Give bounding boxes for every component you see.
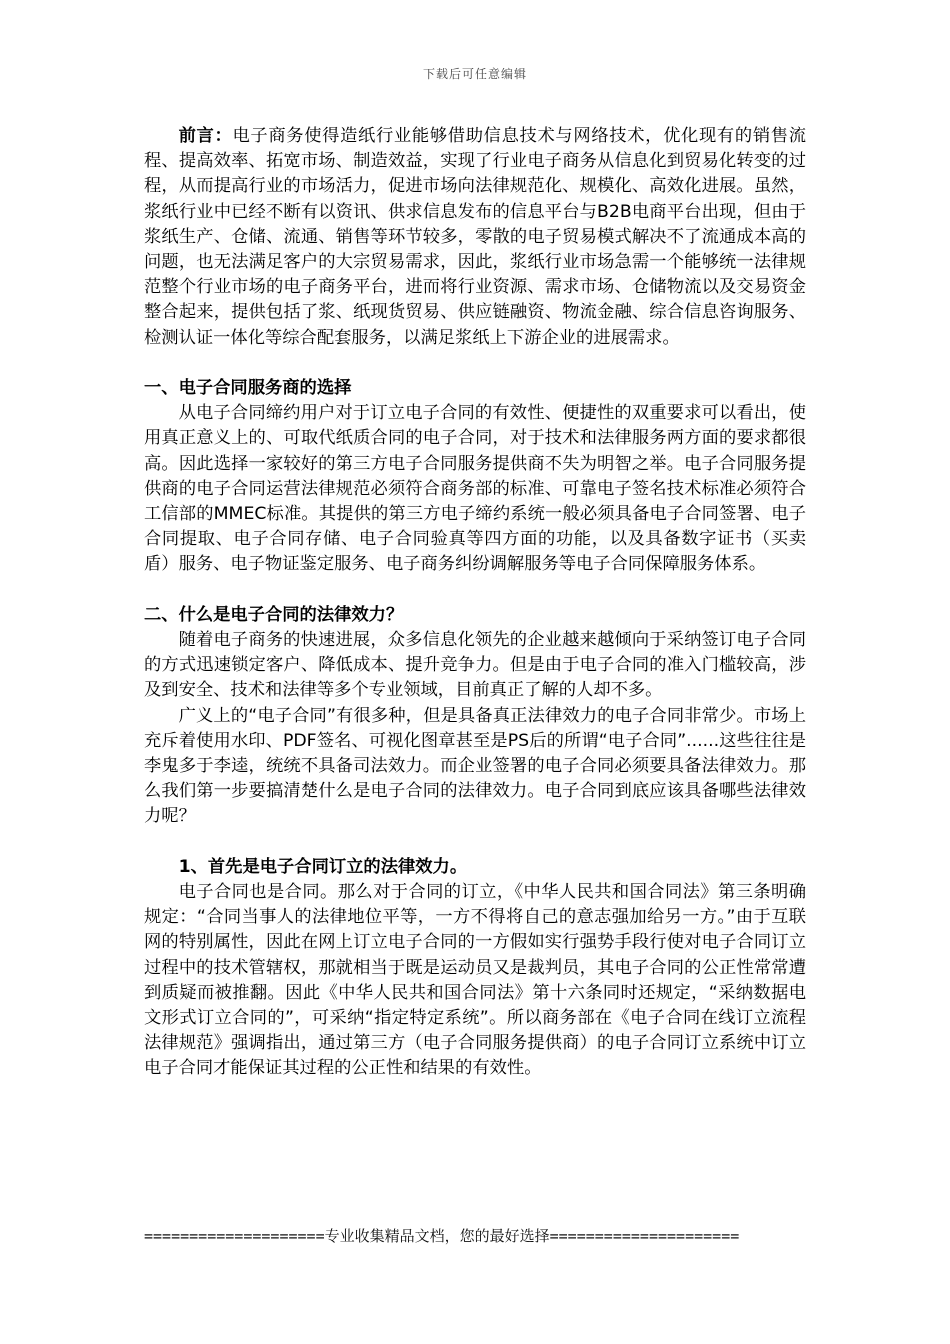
page-header: 下载后可任意编辑 — [422, 67, 527, 81]
section-1-heading: 一、电子合同服务商的选择 — [144, 378, 352, 399]
section-2-paragraph-2: 广义上的“电子合同”有很多种，但是具备真正法律效力的电子合同非常少。市场上充斥着使用水印、PDF签名、可视化图章甚至是PS后的所谓“电子合同”......这些往往是李鬼多于李逵，统统不具备司法效力。而企业签署的电子合同必须要具备法律效力。那么我们第一步要搞清楚什么是电子合同的法律效力。电子合同到底应该具备哪些法律效力呢？ — [144, 705, 806, 827]
section-2-heading: 二、什么是电子合同的法律效力？ — [144, 604, 404, 625]
spacer — [144, 578, 806, 603]
document-body — [144, 124, 806, 1082]
spacer — [144, 351, 806, 376]
intro-text: 电子商务使得造纸行业能够借助信息技术与网络技术，优化现有的销售流程、提高效率、拓宽市场、制造效益，实现了行业电子商务从信息化到贸易化转变的过程，从而提高行业的市场活力，促进市场向法律规范化、规模化、高效化进展。虽然，浆纸行业中已经不断有以资讯、供求信息发布的信息平台与B2B电商平台出现，但由于浆纸生产、仓储、流通、销售等环节较多，零散的电子贸易模式解决不了流通成本高的问题，也无法满足客户的大宗贸易需求，因此，浆纸行业市场急需一个能够统一法律规范整个行业市场的电子商务平台，进而将行业资源、需求市场、仓储物流以及交易资金整合起来，提供包括了浆、纸现货贸易、供应链融资、物流金融、综合信息咨询服务、检测认证一体化等综合配套服务，以满足浆纸上下游企业的进展需求。 — [144, 126, 806, 348]
intro-paragraph — [144, 124, 806, 351]
section-2-paragraph-1: 随着电子商务的快速进展，众多信息化领先的企业越来越倾向于采纳签订电子合同的方式迅速锁定客户、降低成本、提升竞争力。但是由于电子合同的准入门槛较高，涉及到安全、技术和法律等多个专业领域，目前真正了解的人却不多。 — [144, 630, 806, 701]
subsection-1-heading: 1、首先是电子合同订立的法律效力。 — [178, 856, 468, 877]
section-1-paragraph: 从电子合同缔约用户对于订立电子合同的有效性、便捷性的双重要求可以看出，使用真正意义上的、可取代纸质合同的电子合同，对于技术和法律服务两方面的要求都很高。因此选择一家较好的第三方电子合同服务提供商不失为明智之举。电子合同服务提供商的电子合同运营法律规范必须符合商务部的标准、可靠电子签名技术标准必须符合工信部的MMEC标准。其提供的第三方电子缔约系统一般必须具备电子合同签署、电子合同提取、电子合同存储、电子合同验真等四方面的功能，以及具备数字证书（买卖盾）服务、电子物证鉴定服务、电子商务纠纷调解服务等电子合同保障服务体系。 — [144, 403, 806, 575]
page-footer: ====================专业收集精品文档，您的最好选择===================== — [144, 1227, 740, 1245]
spacer — [144, 830, 806, 855]
intro-label: 前言： — [178, 126, 233, 146]
subsection-1-paragraph: 电子合同也是合同。那么对于合同的订立，《中华人民共和国合同法》第三条明确规定：“合同当事人的法律地位平等，一方不得将自己的意志强加给另一方。”由于互联网的特别属性，因此在网上订立电子合同的一方假如实行强势手段行使对电子合同订立过程中的技术管辖权，那就相当于既是运动员又是裁判员，其电子合同的公正性常常遭到质疑而被推翻。因此《中华人民共和国合同法》第十六条同时还规定，“采纳数据电文形式订立合同的”，可采纳“指定特定系统”。所以商务部在《电子合同在线订立流程法律规范》强调指出，通过第三方（电子合同服务提供商）的电子合同订立系统中订立电子合同才能保证其过程的公正性和结果的有效性。 — [144, 882, 806, 1079]
